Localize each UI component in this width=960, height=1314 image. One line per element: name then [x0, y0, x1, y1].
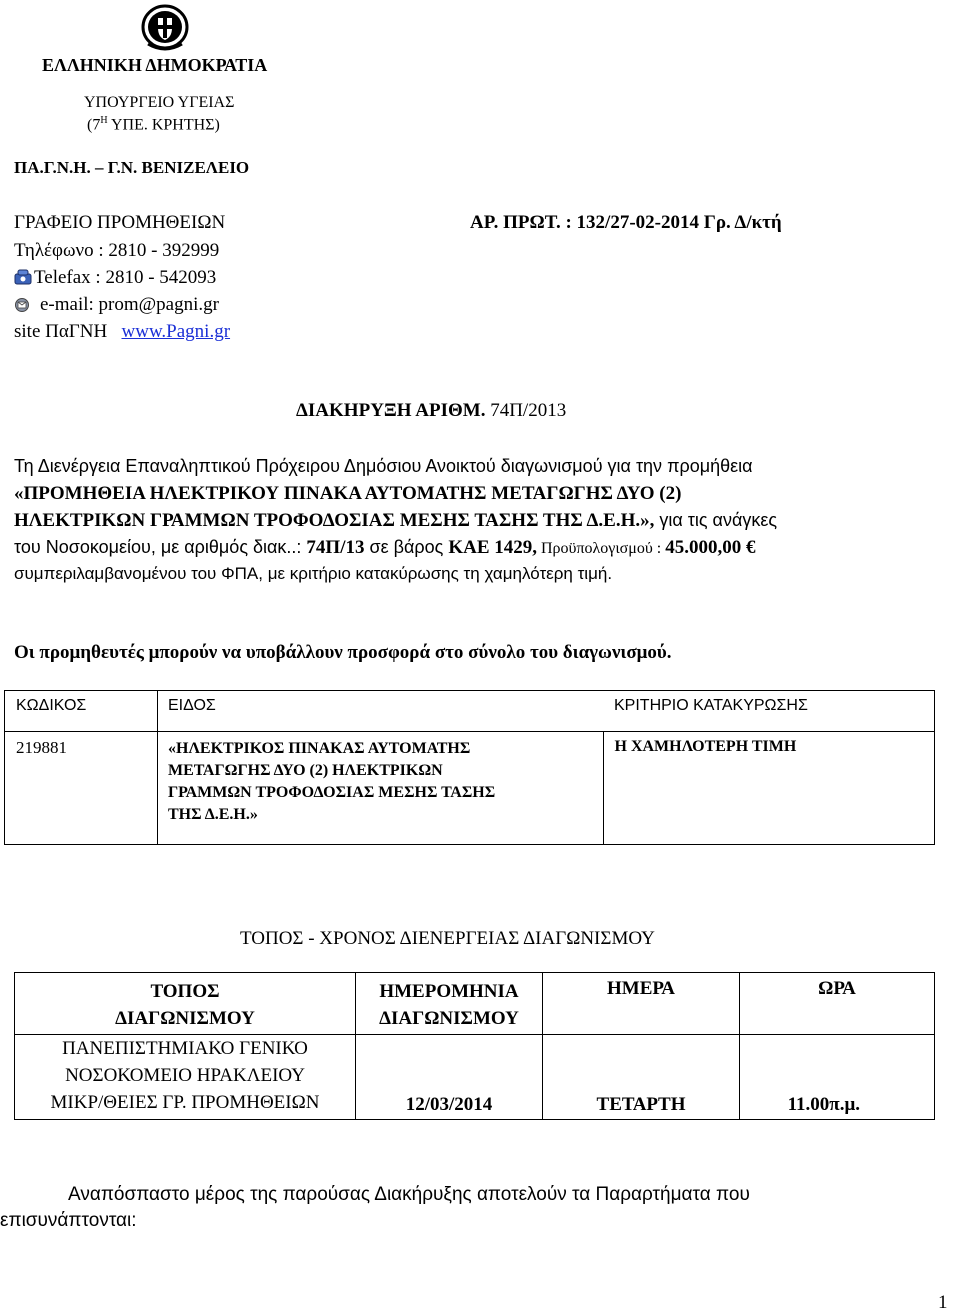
place-cell: ΠΑΝΕΠΙΣΤΗΜΙΑΚΟ ΓΕΝΙΚΟ ΝΟΣΟΚΟΜΕΙΟ ΗΡΑΚΛΕΙΟΥ ΜΙΚΡ/ΘΕΙΕΣ ΓΡ. ΠΡΟΜΗΘΕΙΩΝ: [15, 1035, 356, 1120]
ministry-name: ΥΠΟΥΡΓΕΙΟ ΥΓΕΙΑΣ: [84, 94, 235, 111]
site-line: site ΠαΓΝΗ www.Pagni.gr: [14, 321, 231, 342]
item-code: 219881: [5, 732, 158, 845]
date-cell: 12/03/2014: [356, 1035, 543, 1120]
notice-line-2: «ΠΡΟΜΗΘΕΙΑ ΗΛΕΚΤΡΙΚΟΥ ΠΙΝΑΚΑ ΑΥΤΟΜΑΤΗΣ ΜΕΤΑΓΩΓΗΣ ΔΥΟ (2): [14, 483, 682, 504]
items-table: [4, 690, 935, 845]
region-name: ($7^H$ ΥΠΕ. ΚΡΗΤΗΣ): [87, 115, 220, 134]
bidders-note: Οι προμηθευτές μπορούν να υποβάλλουν προσφορά στο σύνολο του διαγωνισμού.: [14, 642, 672, 663]
schedule-table: [14, 972, 935, 1120]
notice-line-5: συμπεριλαμβανομένου του ΦΠΑ, με κριτήριο κατακύρωσης τη χαμηλότερη τιμή.: [14, 564, 613, 583]
items-table-header: [5, 691, 935, 732]
time-cell: 11.00π.μ.: [740, 1035, 935, 1120]
email-icon: [14, 296, 30, 310]
header-item: ΕΙΔΟΣ: [158, 691, 604, 732]
header-date: ΗΜΕΡΟΜΗΝΙΑ ΔΙΑΓΩΝΙΣΜΟΥ: [356, 973, 543, 1035]
notice-line-4: του Νοσοκομείου, με αριθμός διακ..: 74Π/13 σε βάρος ΚΑΕ 1429, Προϋπολογισμού : 45.000,00 €: [14, 537, 756, 558]
header-time: ΩΡΑ: [740, 973, 935, 1035]
hospital-name: ΠΑ.Γ.Ν.Η. – Γ.Ν. ΒΕΝΙΖΕΛΕΙΟ: [14, 158, 250, 177]
notice-line-1: Τη Διενέργεια Επαναληπτικού Πρόχειρου Δημόσιου Ανοικτού διαγωνισμού για την προμήθεια: [14, 456, 753, 476]
email-line: e-mail: prom@pagni.gr: [14, 294, 219, 316]
footer-line-2: επισυνάπτονται:: [0, 1210, 137, 1231]
telephone-icon: [14, 269, 32, 284]
header-code: ΚΩΔΙΚΟΣ: [5, 691, 158, 732]
page-number: 1: [938, 1292, 948, 1313]
schedule-title: ΤΟΠΟΣ - ΧΡΟΝΟΣ ΔΙΕΝΕΡΓΕΙΑΣ ΔΙΑΓΩΝΙΣΜΟΥ: [240, 928, 655, 949]
table-row: [5, 732, 935, 845]
item-description: «ΗΛΕΚΤΡΙΚΟΣ ΠΙΝΑΚΑΣ ΑΥΤΟΜΑΤΗΣ ΜΕΤΑΓΩΓΗΣ ΔΥΟ (2) ΗΛΕΚΤΡΙΚΩΝ ΓΡΑΜΜΩΝ ΤΡΟΦΟΔΟΣΙΑΣ ΜΕΣΗΣ ΤΑΣΗΣ ΤΗΣ Δ.Ε.Η.»: [158, 732, 604, 845]
day-cell: ΤΕΤΑΡΤΗ: [543, 1035, 740, 1120]
notice-title: ΔΙΑΚΗΡΥΞΗ ΑΡΙΘΜ. 74Π/2013: [296, 400, 567, 421]
protocol-number: ΑΡ. ΠΡΩΤ. : 132/27-02-2014 Γρ. Δ/κτή: [470, 212, 782, 233]
site-link[interactable]: www.Pagni.gr: [121, 321, 231, 342]
header-day: ΗΜΕΡΑ: [543, 973, 740, 1035]
office-name: ΓΡΑΦΕΙΟ ΠΡΟΜΗΘΕΙΩΝ: [14, 212, 226, 233]
greek-emblem-icon: [140, 4, 190, 54]
header-place: ΤΟΠΟΣ ΔΙΑΓΩΝΙΣΜΟΥ: [15, 973, 356, 1035]
table-row: [15, 1035, 935, 1120]
state-name: ΕΛΛΗΝΙΚΗ ΔΗΜΟΚΡΑΤΙΑ: [42, 55, 268, 75]
schedule-header: [15, 973, 935, 1035]
item-criterion: Η ΧΑΜΗΛΟΤΕΡΗ ΤΙΜΗ: [603, 732, 935, 845]
notice-line-3: ΗΛΕΚΤΡΙΚΩΝ ΓΡΑΜΜΩΝ ΤΡΟΦΟΔΟΣΙΑΣ ΜΕΣΗΣ ΤΑΣΗΣ ΤΗΣ Δ.Ε.Η.», για τις ανάγκες: [14, 510, 778, 531]
header-criterion: ΚΡΙΤΗΡΙΟ ΚΑΤΑΚΥΡΩΣΗΣ: [603, 691, 935, 732]
fax-line: Telefax : 2810 - 542093: [14, 267, 216, 289]
footer-line-1: Αναπόσπαστο μέρος της παρούσας Διακήρυξης αποτελούν τα Παραρτήματα που: [68, 1184, 750, 1205]
phone-number: Τηλέφωνο : 2810 - 392999: [14, 240, 220, 261]
